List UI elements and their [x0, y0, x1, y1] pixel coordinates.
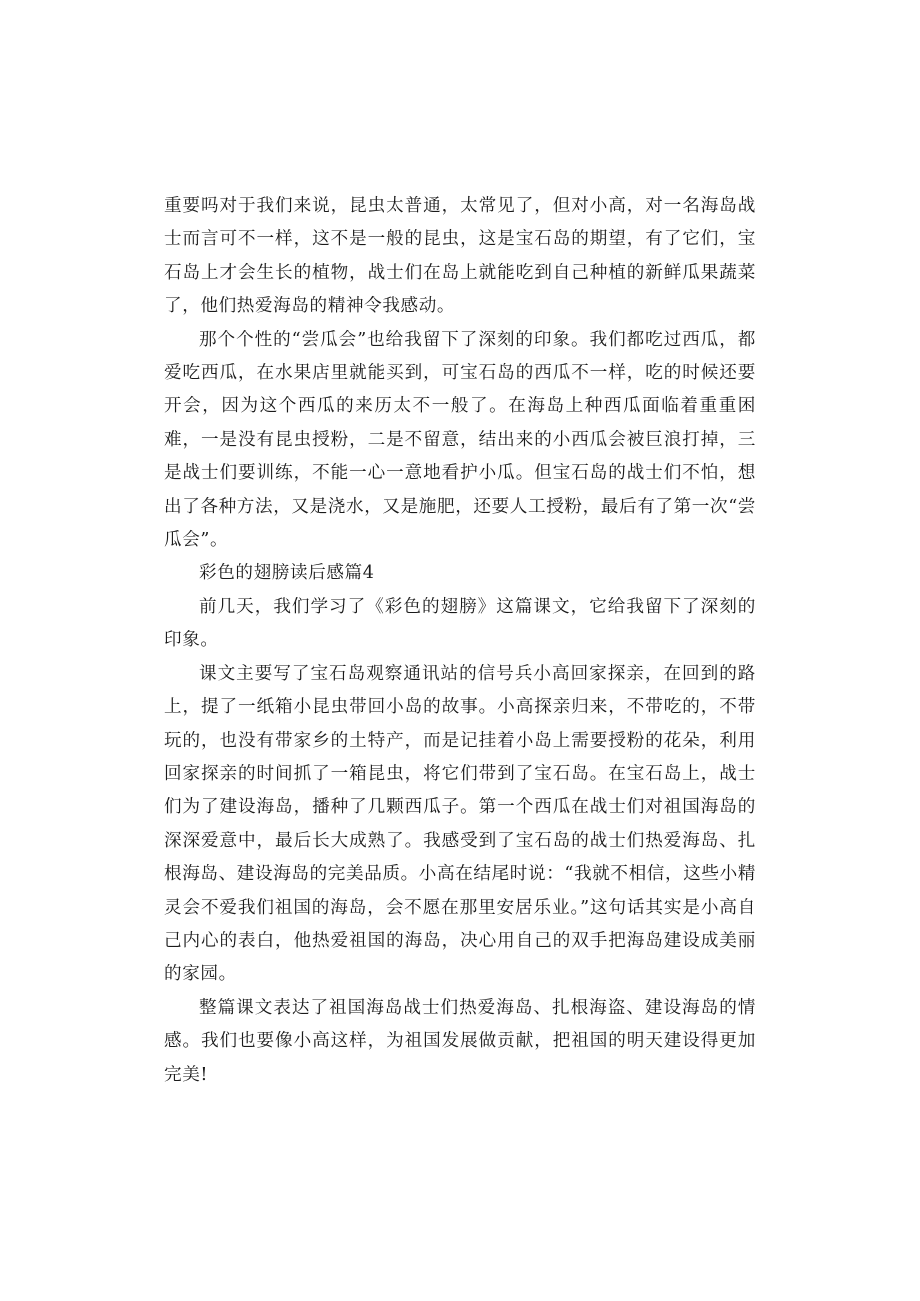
section-heading: 彩色的翅膀读后感篇4	[199, 563, 375, 584]
paragraph-intro: 前几天，我们学习了《彩色的翅膀》这篇课文，它给我留下了深刻的印象。	[164, 596, 756, 651]
paragraph-continuation: 重要吗对于我们来说，昆虫太普通，太常见了，但对小高，对一名海岛战士而言可不一样，这不是一般的昆虫，这是宝石岛的期望，有了它们，宝石岛上才会生长的植物，战士们在岛上就能吃到自己种植的新鲜瓜果蔬菜了，他们热爱海岛的精神令我感动。	[164, 196, 756, 317]
paragraph-tasting-party: 那个个性的“尝瓜会”也给我留下了深刻的印象。我们都吃过西瓜，都爱吃西瓜，在水果店里就能买到，可宝石岛的西瓜不一样，吃的时候还要开会，因为这个西瓜的来历太不一般了。在海岛上种西瓜面临着重重困难，一是没有昆虫授粉，二是不留意，结出来的小西瓜会被巨浪打掉，三是战士们要训练，不能一心一意地看护小瓜。但宝石岛的战士们不怕，想出了各种方法，又是浇水，又是施肥，还要人工授粉，最后有了第一次“尝瓜会”。	[164, 329, 756, 551]
document-page	[164, 190, 756, 1092]
paragraph-summary: 课文主要写了宝石岛观察通讯站的信号兵小高回家探亲，在回到的路上，提了一纸箱小昆虫带回小岛的故事。小高探亲归来，不带吃的，不带玩的，也没有带家乡的土特产，而是记挂着小岛上需要授粉的花朵，利用回家探亲的时间抓了一箱昆虫，将它们带到了宝石岛。在宝石岛上，战士们为了建设海岛，播种了几颗西瓜子。第一个西瓜在战士们对祖国海岛的深深爱意中，最后长大成熟了。我感受到了宝石岛的战士们热爱海岛、扎根海岛、建设海岛的完美品质。小高在结尾时说：“我就不相信，这些小精灵会不爱我们祖国的海岛，会不愿在那里安居乐业。”这句话其实是小高自己内心的表白，他热爱祖国的海岛，决心用自己的双手把海岛建设成美丽的家园。	[164, 663, 756, 985]
paragraph-conclusion: 整篇课文表达了祖国海岛战士们热爱海岛、扎根海盗、建设海岛的情感。我们也要像小高这样，为祖国发展做贡献，把祖国的明天建设得更加完美!	[164, 997, 756, 1085]
